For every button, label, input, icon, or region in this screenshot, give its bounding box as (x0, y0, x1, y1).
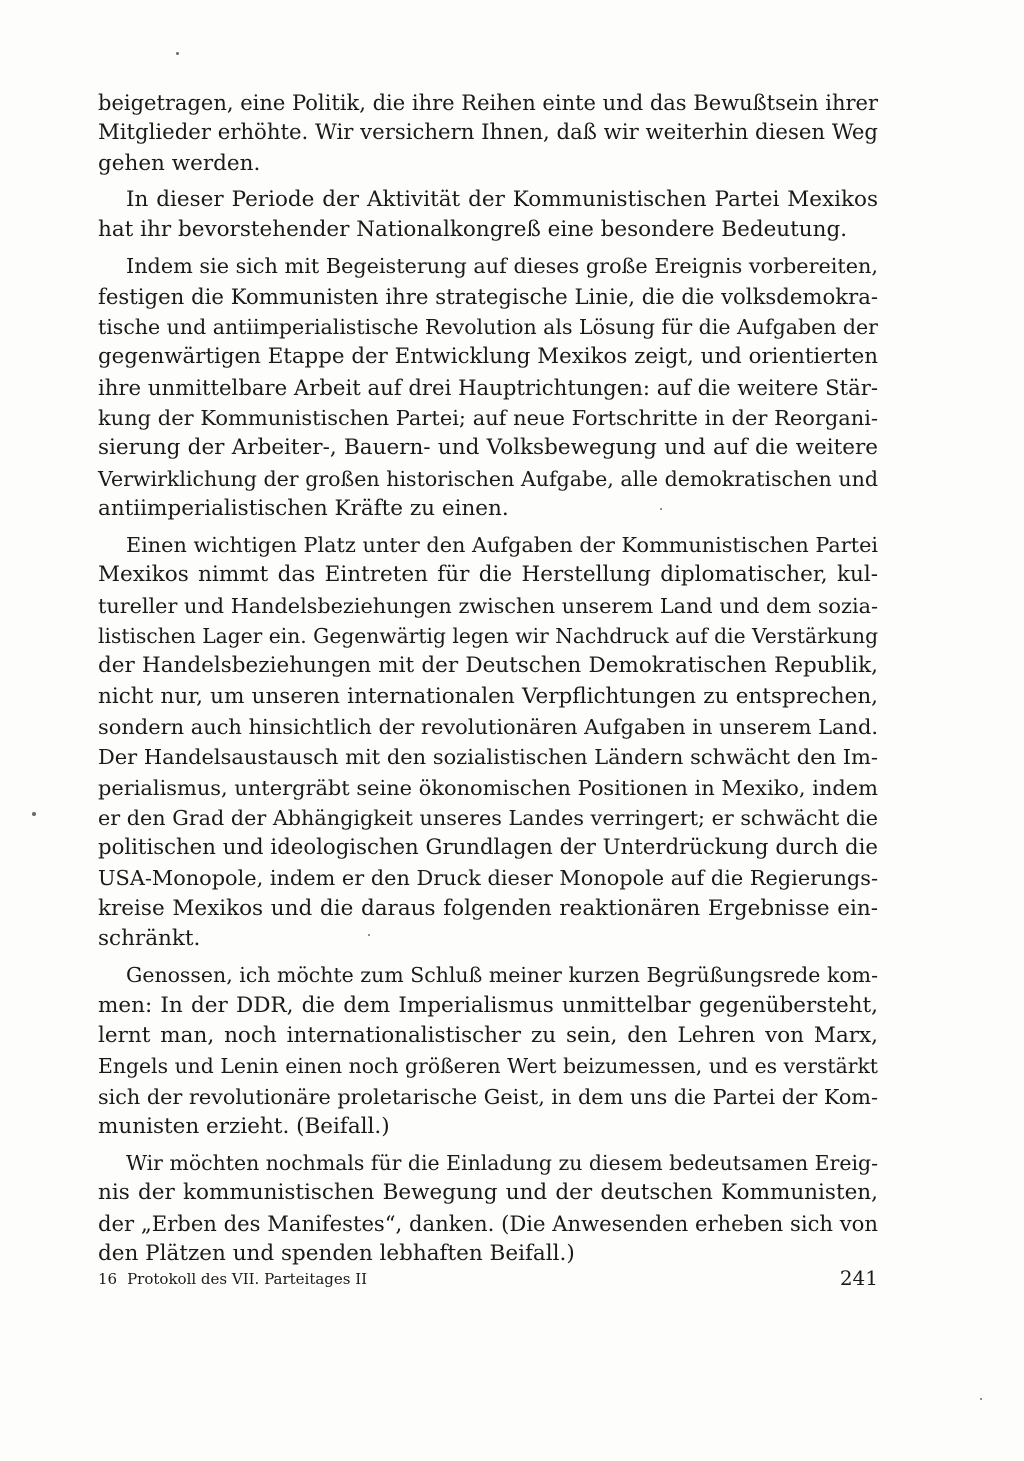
text-line: Mexikos nimmt das Eintreten für die Herstellung diplomatischer, kul- (98, 562, 878, 588)
scan-speck (980, 1398, 982, 1400)
text-line: perialismus, untergräbt seine ökonomischen Positionen in Mexiko, indem (98, 775, 878, 800)
text-line: sierung der Arbeiter-, Bauern- und Volksbewegung und auf die weitere (98, 435, 878, 461)
paragraph (98, 1148, 878, 1269)
text-line: gehen werden. (98, 150, 261, 176)
text-line: listischen Lager ein. Gegenwärtig legen wir Nachdruck auf die Verstärkung (98, 624, 879, 649)
paragraph (98, 960, 878, 1142)
text-line: der Handelsbeziehungen mit der Deutschen Demokratischen Republik, (98, 653, 878, 679)
text-line: politischen und ideologischen Grundlagen der Unterdrückung durch die (98, 835, 878, 861)
text-line: sich der revolutionäre proletarische Geist, in dem uns die Partei der Kom- (98, 1084, 878, 1109)
body-text (98, 88, 878, 1275)
paragraph (98, 251, 878, 524)
text-line: Wir möchten nochmals für die Einladung zu diesem bedeutsamen Ereig- (126, 1151, 878, 1176)
text-line: Indem sie sich mit Begeisterung auf dieses große Ereignis vorbereiten, (126, 254, 878, 279)
text-line: Genossen, ich möchte zum Schluß meiner kurzen Begrüßungsrede kom- (126, 963, 878, 988)
printer-signature: 16 (98, 1270, 118, 1288)
text-line: kreise Mexikos und die daraus folgenden reaktionären Ergebnisse ein- (98, 895, 878, 921)
text-line: lernt man, noch internationalistischer zu sein, den Lehren von Marx, (98, 1022, 878, 1048)
text-line: USA-Monopole, indem er den Druck dieser Monopole auf die Regierungs- (98, 866, 878, 891)
text-line: Verwirklichung der großen historischen Aufgabe, alle demokratischen und (98, 466, 878, 491)
footer-signature-line (98, 1270, 367, 1288)
text-line: nicht nur, um unseren internationalen Verpflichtungen zu entsprechen, (98, 683, 878, 709)
scan-speck (176, 52, 179, 55)
paragraph (98, 88, 878, 179)
paragraph (98, 185, 878, 246)
text-line: er den Grad der Abhängigkeit unseres Landes verringert; er schwächt die (98, 805, 878, 830)
text-line: hat ihr bevorstehender Nationalkongreß eine besondere Bedeutung. (98, 217, 848, 243)
text-line: Einen wichtigen Platz unter den Aufgaben der Kommunistischen Partei (126, 533, 878, 558)
text-line: Engels und Lenin einen noch größeren Wert beizumessen, und es verstärkt (98, 1054, 878, 1079)
text-line: nis der kommunistischen Bewegung und der deutschen Kommunisten, (98, 1180, 878, 1206)
text-line: den Plätzen und spenden lebhaften Beifall.) (98, 1240, 575, 1266)
text-line: Mitglieder erhöhte. Wir versichern Ihnen, daß wir weiterhin diesen Weg (98, 120, 878, 146)
text-line: tureller und Handelsbeziehungen zwischen unserem Land und dem sozia- (98, 593, 878, 618)
text-line: men: In der DDR, die dem Imperialismus unmittelbar gegenübersteht, (98, 992, 878, 1018)
text-line: gegenwärtigen Etappe der Entwicklung Mexikos zeigt, und orientierten (98, 344, 878, 370)
text-line: festigen die Kommunisten ihre strategische Linie, die die volksdemokra- (98, 283, 878, 309)
publication-title: Protokoll des VII. Parteitages II (127, 1270, 368, 1288)
text-line: antiimperialistischen Kräfte zu einen. (98, 495, 509, 521)
text-line: Der Handelsaustausch mit den sozialistischen Ländern schwächt den Im- (98, 745, 878, 770)
text-line: kung der Kommunistischen Partei; auf neue Fortschritte in der Reorgani- (98, 405, 878, 430)
scan-speck (32, 812, 36, 816)
text-line: In dieser Periode der Aktivität der Kommunistischen Partei Mexikos (126, 186, 878, 212)
paragraph (98, 530, 878, 954)
page-footer (98, 1266, 878, 1296)
text-line: schränkt. (98, 926, 201, 952)
text-line: munisten erzieht. (Beifall.) (98, 1113, 390, 1139)
text-line: ihre unmittelbare Arbeit auf drei Hauptrichtungen: auf die weitere Stär- (98, 374, 879, 400)
page-number: 241 (839, 1266, 878, 1290)
text-line: beigetragen, eine Politik, die ihre Reihen einte und das Bewußtsein ihrer (98, 90, 878, 115)
text-line: der „Erben des Manifestes“, danken. (Die Anwesenden erheben sich von (98, 1210, 878, 1236)
text-line: sondern auch hinsichtlich der revolutionären Aufgaben in unserem Land. (98, 714, 878, 739)
text-line: tische und antiimperialistische Revolution als Lösung für die Aufgaben der (98, 315, 878, 340)
